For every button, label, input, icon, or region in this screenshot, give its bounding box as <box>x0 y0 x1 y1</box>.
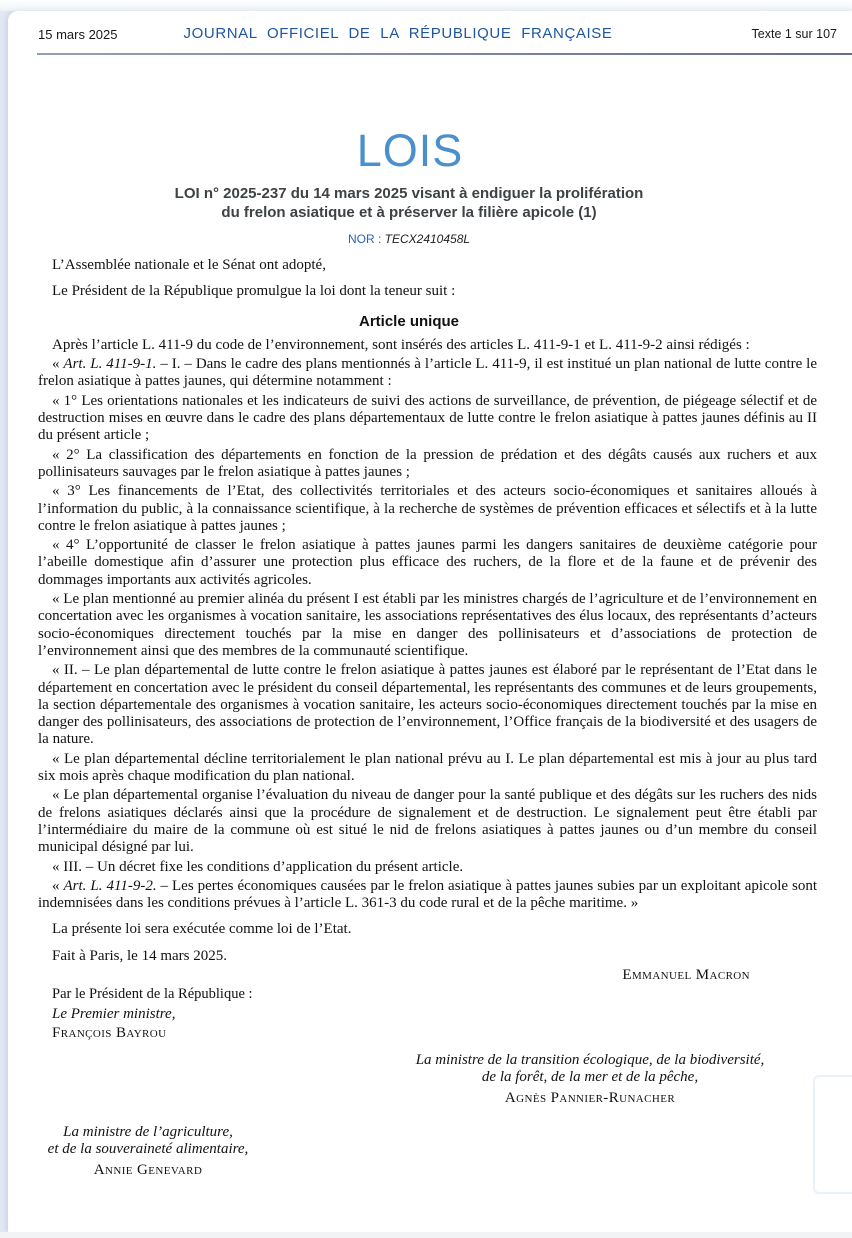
canvas-top-strip <box>0 0 852 11</box>
minister-ecology-name: Agnès Pannier-Runacher <box>504 1089 676 1106</box>
preamble-paragraph: Le Président de la République promulgue la loi dont la teneur suit : <box>52 283 456 300</box>
nor-label: NOR : <box>347 232 382 246</box>
page-indicator: Texte 1 sur 107 <box>751 27 837 41</box>
law-title <box>38 184 780 222</box>
signature-place-date: Fait à Paris, le 14 mars 2025. <box>52 947 227 964</box>
body-paragraph: « Le plan départemental décline territorialement le plan national prévu au I. Le plan départemental est mis à jour au plus tard six mois après chaque modification du plan national. <box>38 750 817 785</box>
minister-ecology-title: La ministre de la transition écologique, de la biodiversité, <box>415 1052 765 1069</box>
body-paragraph: « 4° L’opportunité de classer le frelon asiatique à pattes jaunes parmi les dangers sanitaires de deuxième catégorie pour l’abeille domestique afin d’assurer une protection plus efficace des ruchers, de la flore et de la faune et de prévenir des dommages importants aux activités agricoles. <box>38 537 817 588</box>
nor-line <box>38 232 780 246</box>
header-rule <box>37 53 852 55</box>
body-paragraph: « III. – Un décret fixe les conditions d’application du présent article. <box>52 858 464 875</box>
document-page <box>8 11 852 1232</box>
minister-agriculture-title: La ministre de l’agriculture, <box>63 1124 233 1141</box>
section-heading: LOIS <box>356 125 464 176</box>
body-paragraph: La présente loi sera exécutée comme loi de l’Etat. <box>52 921 352 938</box>
minister-agriculture-name: Annie Genevard <box>93 1161 203 1178</box>
quote-open: « <box>52 356 64 373</box>
quote-open: « <box>52 877 64 894</box>
signature-minister-agriculture <box>38 1124 258 1179</box>
body-paragraph: « II. – Le plan départemental de lutte contre le frelon asiatique à pattes jaunes est élaboré par le représentant de l’Etat dans le département en concertation avec le président du conseil départemental, les représentants des communes et de leurs groupements, la section départementale des organismes à vocation sanitaire, les acteurs socio-économiques directement touchés par la mise en danger des pollinisateurs, des associations de protection de l’environnement, l’Office français de la biodiversité et des usagers de la nature. <box>38 662 817 748</box>
article-text: – Les pertes économiques causées par le frelon asiatique à pattes jaunes subies par un exploitant apicole sont indemnisées dans les conditions prévues à l’article L. 361-3 du code rural et de la pêche maritime. » <box>38 877 818 912</box>
signature-pm-title: Le Premier ministre, <box>52 1005 176 1022</box>
body-paragraph: « 3° Les financements de l’Etat, des collectivités territoriales et des acteurs socio-économiques et sanitaires alloués à l’information du public, à la connaissance scientifique, à la recherche de systèmes de prévention efficaces et sélectifs et à la lutte contre le frelon asiatique à pattes jaunes ; <box>38 483 817 534</box>
law-title-line1: LOI n° 2025-237 du 14 mars 2025 visant à endiguer la prolifération <box>174 185 644 202</box>
body-paragraph: Après l’article L. 411-9 du code de l’environnement, sont insérés des articles L. 411-9-1 et L. 411-9-2 ainsi rédigés : <box>52 336 750 353</box>
minister-agriculture-title: et de la souveraineté alimentaire, <box>47 1141 249 1158</box>
signature-president-name: Emmanuel Macron <box>622 966 750 983</box>
law-body <box>38 255 817 1179</box>
floating-overlay-box <box>813 1075 852 1194</box>
preamble-paragraph: L’Assemblée nationale et le Sénat ont adopté, <box>52 257 326 273</box>
minister-ecology-title: de la forêt, de la mer et de la pêche, <box>481 1069 699 1086</box>
article-text: – I. – Dans le cadre des plans mentionnés à l’article L. 411-9, il est institué un plan national de lutte contre le frelon asiatique à pattes jaunes, qui détermine notamment : <box>38 356 818 390</box>
signature-by-president: Par le Président de la République : <box>52 986 253 1003</box>
article-reference: Art. L. 411-9-2. <box>63 877 157 894</box>
body-paragraph: « Le plan départemental organise l’évaluation du niveau de danger pour la santé publique et des dégâts sur les ruchers des nids de frelons asiatiques déclarés ainsi que la procédure de signalement et de destruction. Le signalement peut être établi par l’intermédiaire du maire de la commune où est situé le nid de frelons asiatiques à pattes jaunes ou d’un membre du conseil municipal désigné par lui. <box>38 787 817 856</box>
body-paragraph: « 2° La classification des départements en fonction de la pression de prédation et des dégâts causés aux ruchers et aux pollinisateurs sauvages par le frelon asiatique à pattes jaunes ; <box>38 446 817 480</box>
article-heading: Article unique <box>358 312 459 330</box>
signature-pm-name: François Bayrou <box>52 1024 167 1041</box>
article-reference: Art. L. 411-9-1. <box>63 356 157 373</box>
nor-value: TECX2410458L <box>384 232 471 246</box>
body-paragraph: « Le plan mentionné au premier alinéa du présent I est établi par les ministres chargés de l’agriculture et de l’environnement en concertation avec les organismes à vocation sanitaire, les associations représentatives des élus locaux, des représentants d’acteurs socio-économiques directement touchés par la mise en danger des pollinisateurs et d’associations de protection de l’environnement ainsi que des membres de la communauté scientifique. <box>38 591 817 659</box>
law-title-line2: du frelon asiatique et à préserver la filière apicole (1) <box>221 204 597 221</box>
journal-title: JOURNAL OFFICIEL DE LA RÉPUBLIQUE FRANÇAISE <box>183 25 613 42</box>
header-date: 15 mars 2025 <box>38 27 118 42</box>
body-paragraph-art-411-9-2 <box>38 878 817 913</box>
body-paragraph-art-411-9-1 <box>38 356 817 391</box>
signature-minister-ecology <box>380 1052 800 1107</box>
canvas-bottom-strip <box>0 1232 852 1238</box>
body-paragraph: « 1° Les orientations nationales et les indicateurs de suivi des actions de surveillance, de prévention, de piégeage sélectif et de destruction mises en œuvre dans le cadre des plans départementaux de lutte contre le frelon asiatique à pattes jaunes définis au II du présent article ; <box>38 392 817 444</box>
